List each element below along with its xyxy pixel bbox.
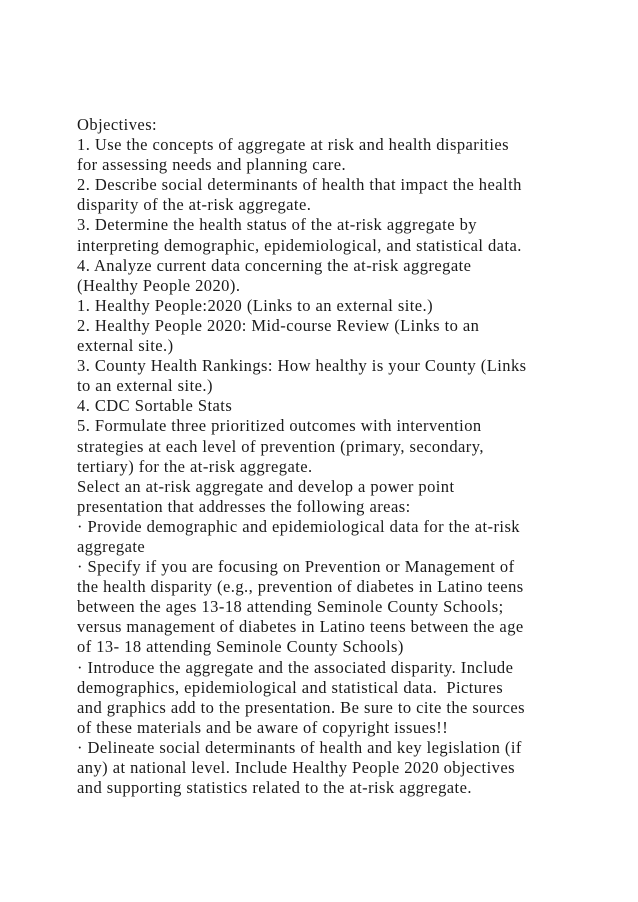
text-line: between the ages 13-18 attending Seminole County Schools; xyxy=(77,597,504,617)
bullet-line: · Provide demographic and epidemiological data for the at-risk xyxy=(77,516,521,536)
text-line: disparity of the at-risk aggregate. xyxy=(77,195,312,215)
text-line: Select an at-risk aggregate and develop a power point xyxy=(77,476,455,496)
text-line: strategies at each level of prevention (primary, secondary, xyxy=(77,436,484,456)
text-line: 4. Analyze current data concerning the at-risk aggregate xyxy=(77,255,472,275)
objectives-heading: Objectives: xyxy=(77,115,158,134)
bullet-line: · Delineate social determinants of health and key legislation (if xyxy=(77,737,522,757)
link-line: to an external site.) xyxy=(77,376,213,396)
text-line: of these materials and be aware of copyright issues!! xyxy=(77,717,449,737)
document-body xyxy=(77,115,617,798)
text-line: aggregate xyxy=(77,536,146,556)
text-line: and supporting statistics related to the at-risk aggregate. xyxy=(77,778,472,798)
text-line: the health disparity (e.g., prevention of diabetes in Latino teens xyxy=(77,577,524,597)
text-line: presentation that addresses the following areas: xyxy=(77,496,411,516)
text-line: 5. Formulate three prioritized outcomes with intervention xyxy=(77,416,482,436)
text-line: tertiary) for the at-risk aggregate. xyxy=(77,456,313,476)
link-line: 3. County Health Rankings: How healthy is your County (Links xyxy=(77,356,527,376)
text-line: any) at national level. Include Healthy People 2020 objectives xyxy=(77,758,515,777)
bullet-line: · Introduce the aggregate and the associated disparity. Include xyxy=(77,657,514,677)
text-line: for assessing needs and planning care. xyxy=(77,155,347,175)
text-line: 1. Use the concepts of aggregate at risk and health disparities xyxy=(77,135,510,155)
text-line: of 13- 18 attending Seminole County Schools) xyxy=(77,637,404,657)
text-line: (Healthy People 2020). xyxy=(77,275,241,295)
text-line: 4. CDC Sortable Stats xyxy=(77,396,233,416)
link-line: external site.) xyxy=(77,336,174,356)
text-line: demographics, epidemiological and statistical data. Pictures xyxy=(77,677,504,697)
text-line: 3. Determine the health status of the at-risk aggregate by xyxy=(77,215,477,235)
text-line: interpreting demographic, epidemiological, and statistical data. xyxy=(77,235,522,255)
link-line: 2. Healthy People 2020: Mid-course Review (Links to an xyxy=(77,315,480,335)
text-line: 2. Describe social determinants of health that impact the health xyxy=(77,175,522,195)
text-line: and graphics add to the presentation. Be sure to cite the sources xyxy=(77,697,526,717)
bullet-line: · Specify if you are focusing on Prevention or Management of xyxy=(77,557,515,577)
text-line: versus management of diabetes in Latino teens between the age xyxy=(77,617,524,637)
link-line: 1. Healthy People:2020 (Links to an external site.) xyxy=(77,295,434,315)
